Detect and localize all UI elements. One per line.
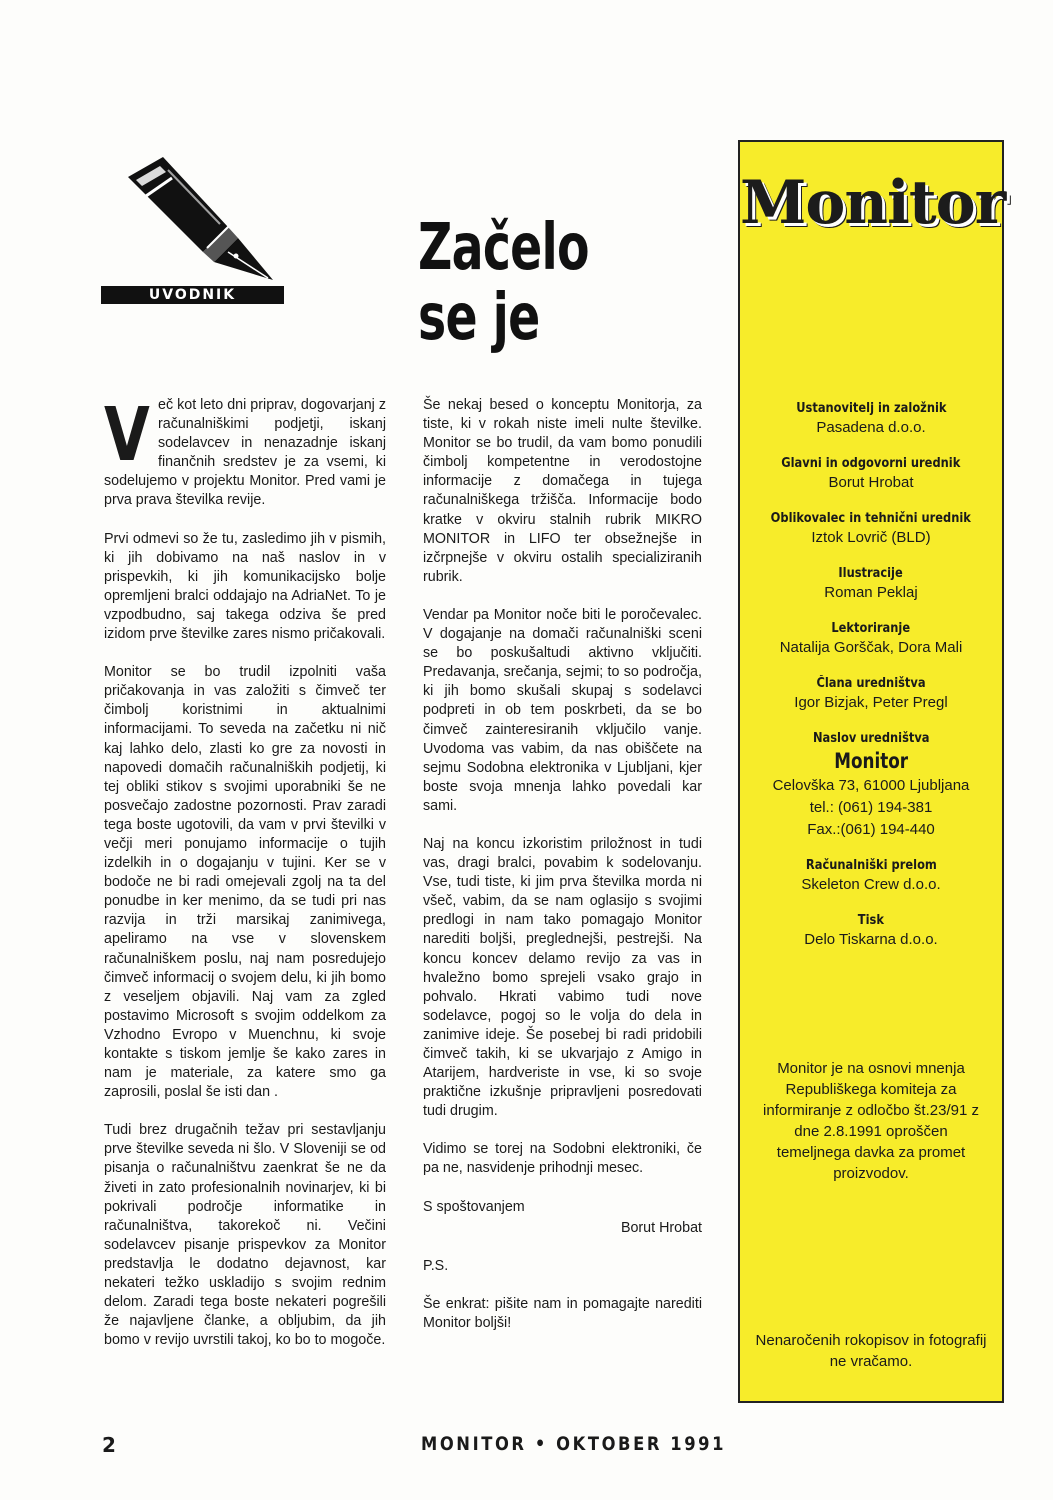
credit-role: Oblikovalec in tehnični urednik xyxy=(770,511,972,526)
credit-role: Naslov uredništva xyxy=(812,731,930,746)
ps-label: P.S. xyxy=(423,1257,449,1274)
fountain-pen-icon xyxy=(108,152,283,287)
ps-text: Še enkrat: pišite nam in pomagajte narediti Monitor boljši! xyxy=(423,1295,702,1331)
credit-name: Skeleton Crew d.o.o. xyxy=(801,876,941,893)
article-headline xyxy=(418,211,589,355)
masthead-credits xyxy=(740,399,1002,966)
address-logo: Monitor xyxy=(834,749,908,773)
credit-role: Ilustracije xyxy=(838,566,904,581)
credit-name: Delo Tiskarna d.o.o. xyxy=(804,931,938,948)
credit-name: Roman Peklaj xyxy=(824,584,918,601)
paragraph: Vidimo se torej na Sodobni elektroniki, če pa ne, nasvidenje prihodnji mesec. xyxy=(423,1141,702,1177)
credit-name: Iztok Lovrič (BLD) xyxy=(811,529,931,546)
article-column-middle xyxy=(423,396,702,1352)
address-line: Celovška 73, 61000 Ljubljana xyxy=(772,777,970,794)
drop-cap: V xyxy=(104,392,150,478)
running-footer: MONITOR • OKTOBER 1991 xyxy=(421,1433,727,1455)
page-number: 2 xyxy=(102,1433,116,1457)
credit-illustrations xyxy=(740,564,1002,604)
credit-designer xyxy=(740,509,1002,549)
monitor-logo: Monitor xyxy=(740,168,1006,238)
paragraph: Monitor se bo trudil izpolniti vaša pričakovanja in vas založiti s čimveč ter čimbolj koristnimi in aktualnimi informacijami. To seveda na začetku ni nič kaj lahko delo, zlasti ko gre za novosti in napovedi domačih računalniških podjetij, ki tej obliki stikov s svojimi uporabniki še ne posvečajo zadostne pozornosti. Prav zaradi tega boste ugotovili, da vam v prvi številki v večji meri ponujamo informacije o tujih izdelkih in o dogajanju v tujini. Ker se v bodoče ne bi radi omejevali zgolj na ta del ponudbe in ker menimo, da se tudi pri nas razvija in trži marsikaj zanimivega, apeliramo na vse v slovenskem računalniškem poslu, naj nam posredujejo čimveč informacij o svojem delu, ki jih bomo z veseljem objavili. Naj vam za zgled postavimo Microsoft s svojim oddelkom za Vzhodno Evropo v Muenchnu, ki svoje kontakte s tiskom jemlje še kako zares in nam je materiale, za katere smo ga zaprosili, poslal še isti dan . xyxy=(104,664,386,1101)
credit-role: Ustanovitelj in založnik xyxy=(795,401,947,416)
credit-editor xyxy=(740,454,1002,494)
paragraph: Prvi odmevi so že tu, zasledimo jih v pismih, ki jih dobivamo na naš naslov in v prispevkih, ki jih komunikacijsko bolje opremljeni bralci oddajajo na AdriaNet. To je vzpodbudno, saj takega odziva še pred izidom prve številke zares nismo pričakovali. xyxy=(104,530,386,643)
paragraph: Še nekaj besed o konceptu Monitorja, za tiste, ki v rokah niste imeli nulte številke. Monitor se bo trudil, da vam bomo ponudili čimbolj kompetentne in verodostojne informacije z domačega in tujega računalniškega tržišča. Informacije bodo kratke v okviru stalnih rubrik MIKRO MONITOR in LIFO ter obsežnejše in izčrpnejše v okviru ostalih specializiranih rubrik. xyxy=(423,397,702,585)
credit-publisher xyxy=(740,399,1002,439)
credit-printing xyxy=(740,911,1002,951)
signature: Borut Hrobat xyxy=(620,1219,702,1236)
manuscript-disclaimer: Nenaročenih rokopisov in fotografij ne vračamo. xyxy=(755,1332,987,1370)
credit-name: Borut Hrobat xyxy=(828,474,914,491)
credit-editorial-members xyxy=(740,674,1002,714)
paragraph: Naj na koncu izkoristim priložnost in tudi vas, dragi bralci, povabim k sodelovanju. Vse, tudi tiste, ki jim prva številka morda ni všeč, vabim, da se nam oglasijo s svojimi predlogi in nam tako pomagajo Monitor narediti boljši, preglednejši, pestrejši. Na koncu koncev delamo revijo za vas in hvaležno bomo sprejeli vsako grajo in pohvalo. Hkrati vabimo tudi nove sodelavce, pogoj so le volja do dela in zanimive ideje. Še posebej bi radi pridobili čimveč takih, ki se ukvarjajo z Amigo in Atarijem, hardveriste in vse, ki so svoje praktične izkušnje pripravljeni posredovati tudi drugim. xyxy=(423,835,702,1120)
credit-name: Igor Bizjak, Peter Pregl xyxy=(794,694,948,711)
phone-line: tel.: (061) 194-381 xyxy=(809,799,933,816)
headline-line-1: Začelo xyxy=(418,211,589,285)
credit-name: Pasadena d.o.o. xyxy=(816,419,926,436)
tax-notice: Monitor je na osnovi mnenja Republiškega komiteja za informiranje z odločbo št.23/91 z dne 2.8.1991 oproščen temeljnega davka za promet proizvodov. xyxy=(763,1060,979,1182)
paragraph: Tudi brez drugačnih težav pri sestavljanju prve številke seveda ni šlo. V Sloveniji se od pisanja o računalništvu zaenkrat še ne da živeti in zato profesionalnih novinarjev, ki bi pokrivali področje informatike in računalništva, takorekoč ni. Večini sodelavcev pisanje prispevkov za Monitor predstavlja le dodatno dejavnost, kar nekateri težko uskladijo s svojim rednim delom. Zaradi tega boste nekateri pogrešili že najavljene članke, a obljubim, da jih bomo v revijo uvrstili takoj, ko bo to mogoče. xyxy=(104,1122,386,1349)
section-label: UVODNIK xyxy=(101,286,284,304)
credit-role: Člana uredništva xyxy=(816,676,926,691)
credit-role: Glavni in odgovorni urednik xyxy=(781,456,961,471)
headline-line-2: se je xyxy=(418,281,540,355)
paragraph: Več kot leto dni priprav, dogovarjanj z računalniškimi podjetji, iskanj sodelavcev in nenazadnje iskanj finančnih sredstev je za vsemi, ki sodelujemo v projektu Monitor. Pred vami je prva prava številka revije. xyxy=(104,392,386,509)
credit-layout xyxy=(740,856,1002,896)
credit-name: Natalija Gorščak, Dora Mali xyxy=(779,639,963,656)
closing: S spoštovanjem xyxy=(423,1198,525,1215)
article-column-left xyxy=(104,392,386,1369)
credit-role: Tisk xyxy=(857,913,885,928)
paragraph: Vendar pa Monitor noče biti le poročevalec. V dogajanje na domači računalniški sceni se bo poskušaltudi aktivno vključiti. Predavanja, srečanja, sejmi; to so področja, ki jih bomo skušali skupaj s sodelavci podpreti in ob tem poskrbeti, da se bo čimveč zainteresiranih vključilo vanje. Uvodoma vas vabim, da nas obiščete na sejmu Sodobna elektronika v Ljubljani, kjer boste svoja mnenja lahko povedali kar sami. xyxy=(423,606,702,814)
credit-address xyxy=(740,729,1002,841)
fax-line: Fax.:(061) 194-440 xyxy=(807,821,935,838)
masthead-sidebar xyxy=(738,140,1004,1403)
credit-role: Lektoriranje xyxy=(831,621,911,636)
credit-role: Računalniški prelom xyxy=(805,858,937,873)
credit-proofreading xyxy=(740,619,1002,659)
